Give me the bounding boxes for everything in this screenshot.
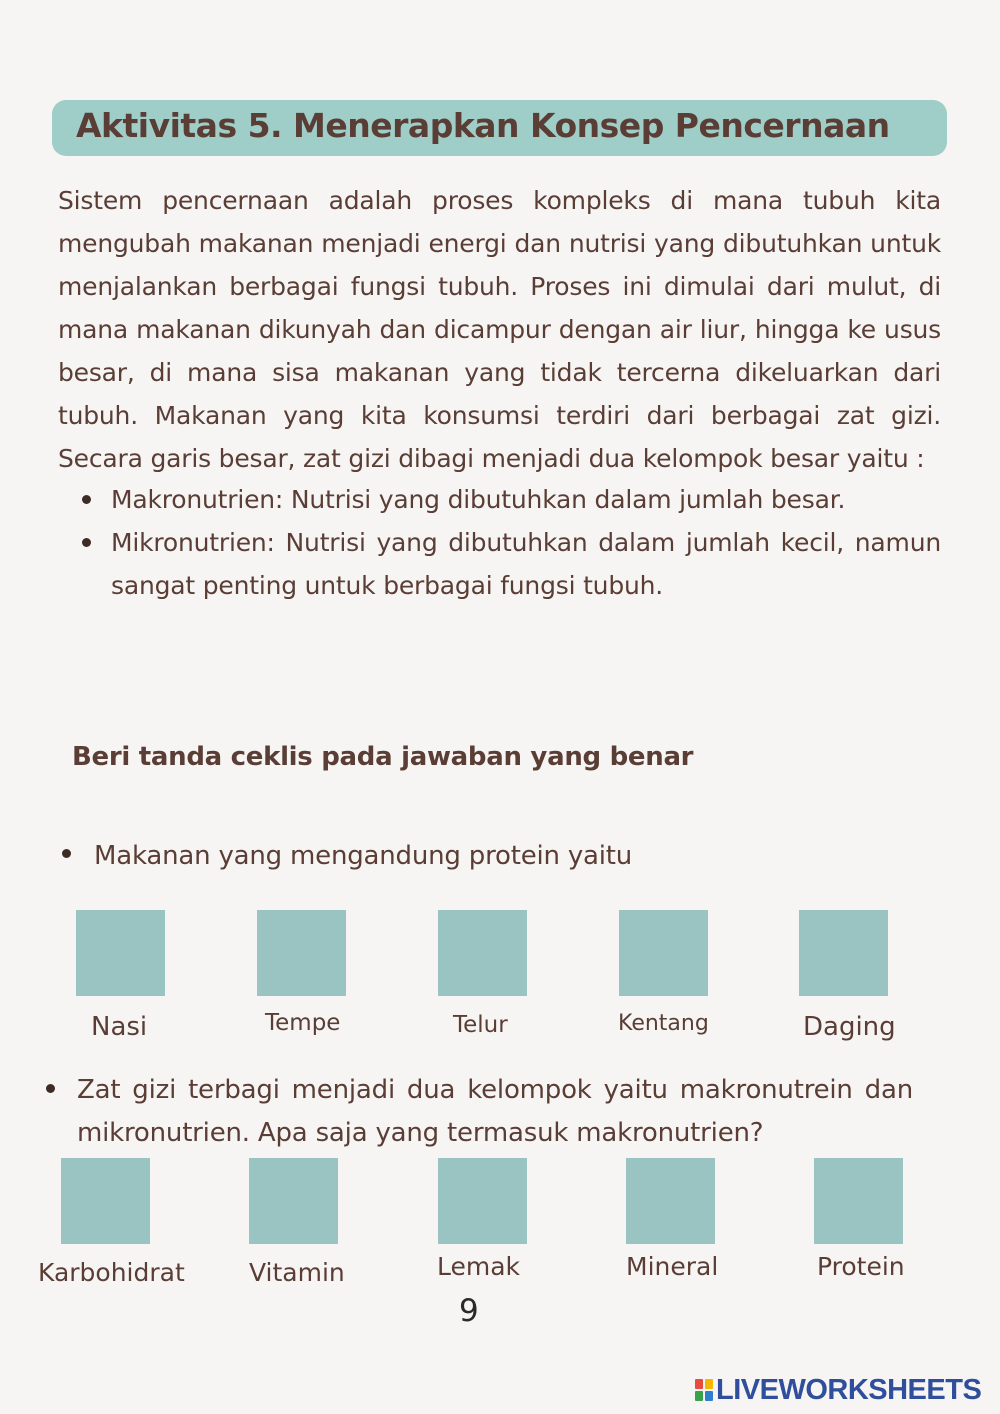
checkbox-telur[interactable] [438,910,527,996]
option-label-karbohidrat: Karbohidrat [38,1258,185,1287]
question-2-text: Zat gizi terbagi menjadi dua kelompok yaitu makronutrein dan mikronutrien. Apa saja yang termasuk makronutrien? [77,1075,913,1148]
bullet-makronutrien: Makronutrien: Nutrisi yang dibutuhkan dalam jumlah besar. [111,485,846,514]
checkbox-protein[interactable] [814,1158,903,1244]
option-label-nasi: Nasi [91,1012,148,1042]
instruction-heading: Beri tanda ceklis pada jawaban yang benar [72,742,694,772]
brand-watermark [694,1373,981,1407]
option-label-vitamin: Vitamin [249,1258,345,1287]
checkbox-lemak[interactable] [438,1158,527,1244]
option-label-kentang: Kentang [618,1011,709,1036]
liveworksheets-logo-icon [694,1378,714,1402]
brand-name: LIVEWORKSHEETS [716,1373,982,1406]
option-label-lemak: Lemak [437,1252,521,1281]
checkbox-karbohidrat[interactable] [61,1158,150,1244]
page-title: Aktivitas 5. Menerapkan Konsep Pencernaan [76,106,890,145]
checkbox-nasi[interactable] [76,910,165,996]
checkbox-daging[interactable] [799,910,888,996]
checkbox-vitamin[interactable] [249,1158,338,1244]
checkbox-kentang[interactable] [619,910,708,996]
page-number: 9 [459,1293,479,1329]
question-bullet [62,849,71,858]
bullet-mikronutrien: Mikronutrien: Nutrisi yang dibutuhkan dalam jumlah kecil, namun sangat penting untuk berbagai fungsi tubuh. [111,528,941,600]
intro-paragraph: Sistem pencernaan adalah proses kompleks di mana tubuh kita mengubah makanan menjadi energi dan nutrisi yang dibutuhkan untuk menjalankan berbagai fungsi tubuh. Proses ini dimulai dari mulut, di mana makanan dikunyah dan dicampur dengan air liur, hingga ke usus besar, di mana sisa makanan yang tidak tercerna dikeluarkan dari tubuh. Makanan yang kita konsumsi terdiri dari berbagai zat gizi. Secara garis besar, zat gizi dibagi menjadi dua kelompok besar yaitu : [58,186,941,473]
option-label-daging: Daging [803,1012,896,1042]
option-label-protein: Protein [817,1252,905,1281]
question-bullet [46,1084,55,1093]
bullet-dot [82,538,91,547]
checkbox-tempe[interactable] [257,910,346,996]
title-bar [52,100,947,156]
question-1-text: Makanan yang mengandung protein yaitu [94,841,633,871]
option-label-tempe: Tempe [265,1010,341,1036]
checkbox-mineral[interactable] [626,1158,715,1244]
option-label-mineral: Mineral [626,1252,719,1281]
option-label-telur: Telur [453,1012,508,1038]
bullet-dot [82,495,91,504]
